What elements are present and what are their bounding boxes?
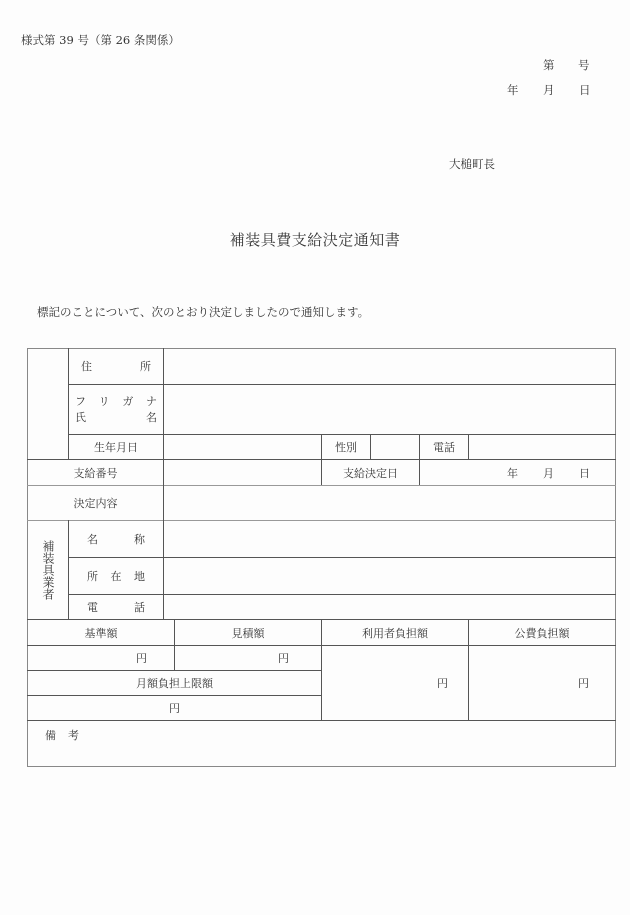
vendor-location-label: 所 在 地 <box>87 570 145 583</box>
birthdate-field[interactable] <box>164 435 321 459</box>
vendor-location-field[interactable] <box>164 558 615 594</box>
yen-unit: 円 <box>136 652 147 665</box>
issuer: 大槌町長 <box>449 157 495 171</box>
yen-unit: 円 <box>278 652 289 665</box>
form-number: 様式第 39 号（第 26 条関係） <box>21 33 180 47</box>
base-amount-label: 基準額 <box>84 626 118 640</box>
address-field[interactable] <box>164 349 615 384</box>
full-name-label: 氏 名 <box>75 410 157 424</box>
user-burden-field[interactable] <box>322 646 468 720</box>
decision-content-field[interactable] <box>164 486 615 520</box>
user-burden-label: 利用者負担額 <box>362 626 428 640</box>
date-year: 年 <box>507 83 519 97</box>
furigana-label: フ リ ガ ナ <box>75 394 157 408</box>
intro-text: 標記のことについて、次のとおり決定しましたので通知します。 <box>37 305 370 319</box>
document-title: 補装具費支給決定通知書 <box>229 231 401 249</box>
birthdate-label: 生年月日 <box>94 441 138 454</box>
vendor-name-field[interactable] <box>164 521 615 557</box>
divider <box>68 520 69 619</box>
monthly-cap-field[interactable] <box>28 696 321 720</box>
vendor-group-label: 補装具業者 <box>41 540 55 600</box>
gender-label: 性別 <box>335 441 357 454</box>
date-month: 月 <box>543 83 555 97</box>
decision-content-label: 決定内容 <box>73 497 118 510</box>
estimate-label: 見積額 <box>231 626 265 640</box>
payment-number-label: 支給番号 <box>73 466 118 480</box>
decision-date-field[interactable] <box>420 460 615 485</box>
public-burden-field[interactable] <box>469 646 615 720</box>
decision-date-year: 年 <box>507 466 518 480</box>
vendor-phone-field[interactable] <box>164 595 615 619</box>
name-field[interactable] <box>164 385 615 434</box>
yen-unit: 円 <box>578 677 589 690</box>
remarks-field[interactable] <box>28 721 615 766</box>
number-prefix: 第 <box>543 58 555 72</box>
yen-unit: 円 <box>437 677 448 690</box>
vendor-name-label: 名 称 <box>87 533 145 546</box>
phone-label: 電話 <box>433 441 455 454</box>
vendor-phone-label: 電 話 <box>87 601 145 614</box>
name-label <box>75 385 157 434</box>
date-day: 日 <box>579 83 591 97</box>
phone-field[interactable] <box>469 435 615 459</box>
yen-unit: 円 <box>169 702 180 715</box>
estimate-field[interactable] <box>175 646 321 670</box>
base-amount-field[interactable] <box>28 646 174 670</box>
decision-date-day: 日 <box>579 466 590 480</box>
gender-field[interactable] <box>371 435 419 459</box>
address-label: 住 所 <box>81 360 151 373</box>
monthly-cap-label: 月額負担上限額 <box>136 677 213 690</box>
public-burden-label: 公費負担額 <box>514 626 570 640</box>
remarks-label: 備 考 <box>45 729 79 742</box>
decision-date-label: 支給決定日 <box>343 466 398 480</box>
decision-date-month: 月 <box>543 466 554 480</box>
payment-number-field[interactable] <box>164 460 321 485</box>
number-suffix: 号 <box>578 58 590 72</box>
